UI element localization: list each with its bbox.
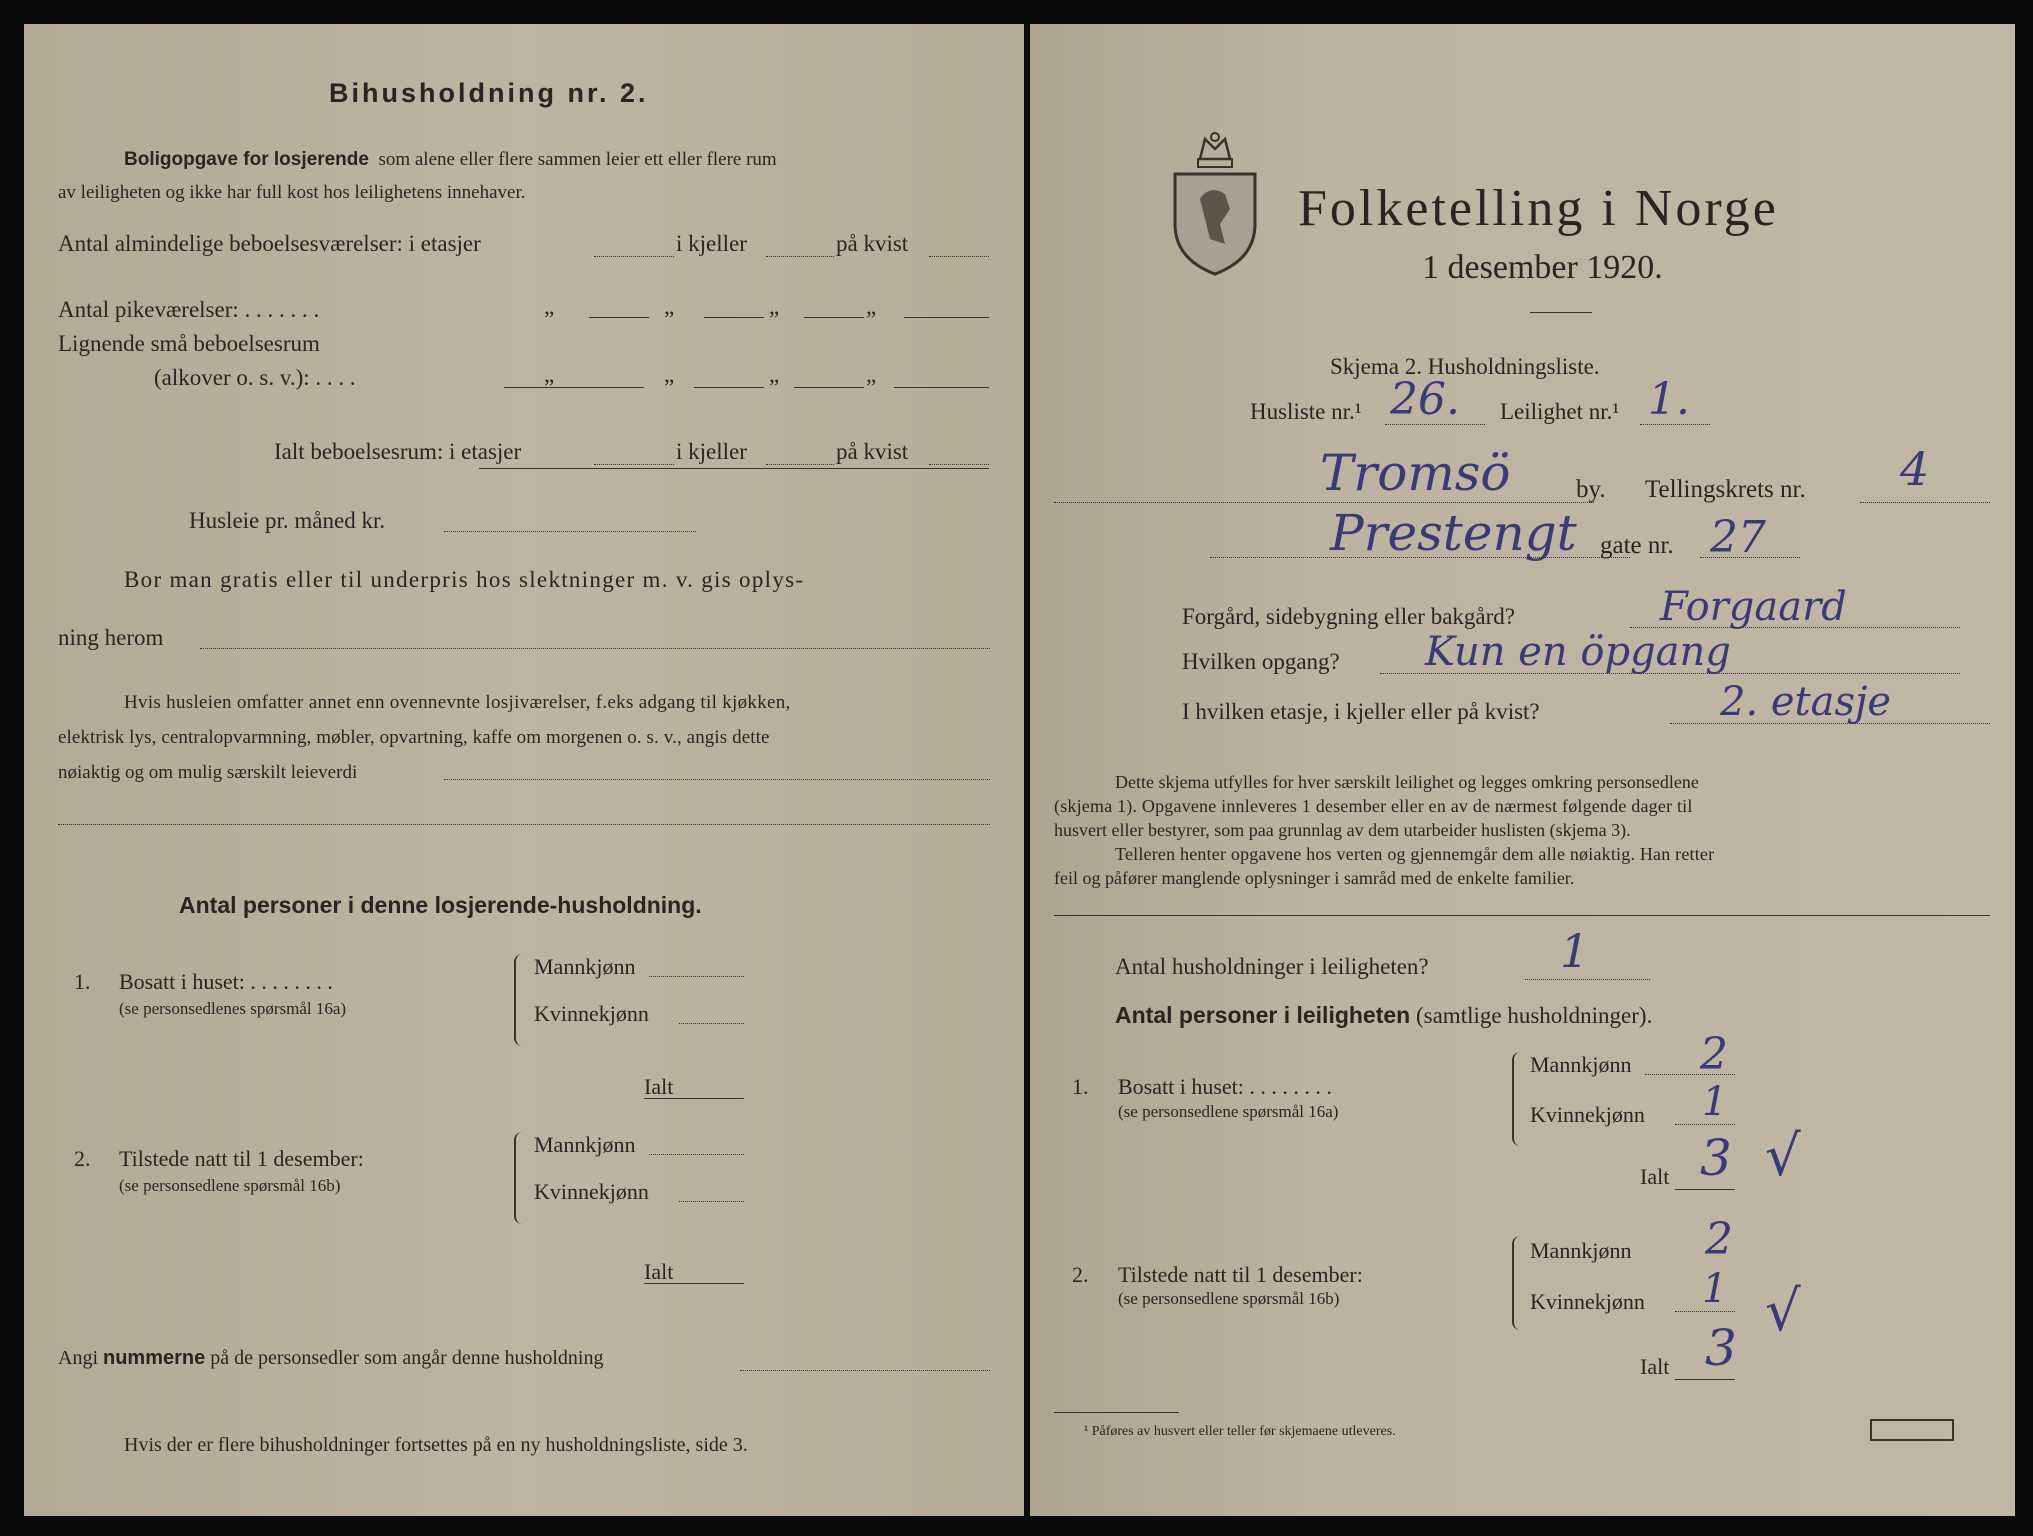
row3-field-1: [504, 387, 644, 388]
left-item1-ialt: Ialt: [644, 1074, 674, 1099]
forgard-field: [1630, 627, 1960, 628]
opgang-field: [1380, 673, 1960, 674]
by-label: by.: [1576, 476, 1606, 503]
norway-coat-of-arms-icon: [1170, 129, 1260, 279]
persons-rest: (samtlige husholdninger).: [1415, 1003, 1653, 1028]
right-item2-num: 2.: [1072, 1262, 1089, 1287]
right-item1-kvinne-field: [1675, 1124, 1735, 1125]
etasje-label: I hvilken etasje, i kjeller eller på kvist?: [1182, 699, 1540, 724]
right-item1-kvinne: Kvinnekjønn: [1530, 1102, 1645, 1127]
husliste-field: [1385, 424, 1485, 425]
antal-husholdninger-label: Antal husholdninger i leiligheten?: [1115, 954, 1429, 979]
left-item2-ialt-field: [644, 1283, 744, 1284]
right-item1-mann-value: 2: [1700, 1029, 1728, 1080]
left-footer: Hvis der er flere bihusholdninger fortsettes på en ny husholdningsliste, side 3.: [124, 1434, 748, 1456]
antal-husholdninger-value: 1: [1560, 924, 1590, 978]
tellingskrets-label: Tellingskrets nr.: [1645, 476, 1806, 503]
instruction-5: feil og påfører manglende oplysninger i samråd med de enkelte familier.: [1054, 868, 1575, 888]
row2-ditto-3: „: [769, 294, 780, 319]
leilighet-label: Leilighet nr.¹: [1500, 399, 1620, 424]
city-field: [1054, 502, 1594, 503]
right-item2-label: Tilstede natt til 1 desember:: [1118, 1262, 1363, 1287]
right-item1-ialt-value: 3: [1700, 1129, 1732, 1187]
right-item1-mann: Mannkjønn: [1530, 1052, 1632, 1077]
left-item1-label: Bosatt i huset: . . . . . . . .: [119, 969, 333, 994]
title-rule: [1530, 312, 1592, 313]
right-item2-ialt: Ialt: [1640, 1354, 1670, 1379]
angi-post: på de personsedler som angår denne husholdning: [210, 1347, 604, 1369]
ialt-beboelsesrum-label: Ialt beboelsesrum: i etasjer: [274, 439, 522, 464]
ialt-etasjer-field: [594, 464, 674, 465]
row2-ditto-2: „: [664, 294, 675, 319]
row3-ditto-2: „: [664, 362, 675, 387]
left-item2-kvinne: Kvinnekjønn: [534, 1179, 649, 1204]
right-item1-mann-field: [1645, 1074, 1735, 1075]
row1-label: Antal almindelige beboelsesværelser: i etasjer: [58, 231, 481, 256]
row2-field-2: [704, 317, 764, 318]
row2-field-3: [804, 317, 864, 318]
left-item1-num: 1.: [74, 969, 91, 994]
tellingskrets-field: [1860, 502, 1990, 503]
row3-label: Lignende små beboelsesrum: [58, 331, 320, 356]
left-item1-mann: Mannkjønn: [534, 954, 636, 979]
left-item2-mann: Mannkjønn: [534, 1132, 636, 1157]
right-item1-check: √: [1765, 1124, 1801, 1189]
ialt-kvist: på kvist: [836, 439, 909, 464]
losjerende-persons-heading: Antal personer i denne losjerende-husholdning.: [179, 892, 702, 918]
gratis-line-2: ning herom: [58, 625, 164, 650]
skjema-label: Skjema 2. Husholdningsliste.: [1330, 354, 1600, 379]
left-item2-brace: [514, 1132, 526, 1224]
leilighet-field: [1640, 424, 1710, 425]
bihusholdning-title: Bihusholdning nr. 2.: [329, 78, 649, 108]
instruction-4: Telleren henter opgavene hos verten og gjennemgår dem alle nøiaktig. Han retter: [1115, 844, 1715, 864]
persons-bold: Antal personer i leiligheten: [1115, 1002, 1411, 1028]
small-para-3: nøiaktig og om mulig særskilt leieverdi: [58, 762, 358, 783]
right-page: [1030, 24, 2015, 1516]
small-para-2: elektrisk lys, centralopvarmning, møbler, opvartning, kaffe om morgenen o. s. v., angis dette: [58, 727, 770, 748]
gate-field: [1700, 557, 1800, 558]
ialt-kvist-field: [929, 464, 989, 465]
opgang-label: Hvilken opgang?: [1182, 649, 1340, 674]
row3-field-4: [894, 387, 989, 388]
left-item2-sub: (se personsedlene spørsmål 16b): [119, 1176, 341, 1195]
forgard-label: Forgård, sidebygning eller bakgård?: [1182, 604, 1515, 629]
row1-kvist: på kvist: [836, 231, 909, 256]
footnote: ¹ Påføres av husvert eller teller før skjemaene utleveres.: [1084, 1424, 1396, 1439]
antal-husholdninger-field: [1525, 979, 1650, 980]
etasje-field: [1670, 723, 1990, 724]
angi-bold: nummerne: [103, 1347, 206, 1369]
instruction-2: (skjema 1). Opgavene innleveres 1 desember eller en av de nærmest følgende dager til: [1054, 796, 1693, 816]
row3-field-3: [794, 387, 864, 388]
ialt-kjeller: i kjeller: [676, 439, 747, 464]
left-item1-sub: (se personsedlenes spørsmål 16a): [119, 999, 347, 1018]
left-item1-kvinne-field: [679, 1023, 744, 1024]
etasje-value: 2. etasje: [1720, 679, 1892, 725]
row1-kvist-field: [929, 256, 989, 257]
left-page: [24, 24, 1024, 1516]
ialt-kjeller-field: [766, 464, 834, 465]
instruction-3: husvert eller bestyrer, som paa grunnlag av dem utarbeider huslisten (skjema 3).: [1054, 820, 1631, 840]
right-item2-sub: (se personsedlene spørsmål 16b): [1118, 1289, 1340, 1308]
right-item2-brace: [1512, 1236, 1524, 1330]
right-item1-ialt-field: [1675, 1189, 1735, 1190]
right-item2-ialt-field: [1675, 1379, 1735, 1380]
left-item1-kvinne: Kvinnekjønn: [534, 1001, 649, 1026]
row1-kjeller-field: [766, 256, 834, 257]
opgang-value: Kun en öpgang: [1425, 629, 1731, 675]
right-item1-num: 1.: [1072, 1074, 1089, 1099]
intro-line-2: av leiligheten og ikke har full kost hos leilighetens innehaver.: [58, 182, 526, 203]
city-value: Tromsö: [1320, 444, 1511, 502]
right-item2-mann-value: 2: [1705, 1214, 1733, 1265]
right-item2-check: √: [1765, 1279, 1801, 1344]
husleie-label: Husleie pr. måned kr.: [189, 508, 386, 533]
right-item2-ialt-value: 3: [1705, 1319, 1737, 1377]
left-item2-label: Tilstede natt til 1 desember:: [119, 1146, 364, 1171]
intro-rest: som alene eller flere sammen leier ett eller flere rum: [378, 149, 777, 170]
right-item2-mann: Mannkjønn: [1530, 1238, 1632, 1263]
angi-field: [740, 1370, 990, 1371]
row3-ditto-1: „: [544, 362, 555, 387]
right-item1-label: Bosatt i huset: . . . . . . . .: [1118, 1074, 1332, 1099]
left-item1-brace: [514, 954, 526, 1046]
gratis-line-1: Bor man gratis eller til underpris hos slektninger m. v. gis oplys-: [124, 567, 805, 592]
right-item2-kvinne: Kvinnekjønn: [1530, 1289, 1645, 1314]
row3-field-2: [694, 387, 764, 388]
tellingskrets-value: 4: [1900, 442, 1930, 496]
husliste-label: Husliste nr.¹: [1250, 399, 1362, 424]
printer-stamp: [1870, 1419, 1954, 1441]
ialt-underline: [479, 468, 989, 469]
small-para-1: Hvis husleien omfatter annet enn ovennevnte losjiværelser, f.eks adgang til kjøkken,: [124, 692, 791, 713]
intro-bold: Boligopgave for losjerende: [124, 149, 369, 170]
angi-line: [58, 1347, 603, 1370]
row2-ditto-4: „: [866, 294, 877, 319]
gratis-field: [200, 648, 990, 649]
instruction-1: Dette skjema utfylles for hver særskilt leilighet og legges omkring personsedlene: [1115, 772, 1699, 792]
right-item1-brace: [1512, 1052, 1524, 1146]
husleie-field: [444, 531, 696, 532]
right-item1-sub: (se personsedlene spørsmål 16a): [1118, 1102, 1339, 1121]
row1-kjeller: i kjeller: [676, 231, 747, 256]
gate-value: 27: [1710, 512, 1766, 563]
intro-line-1: [124, 149, 777, 171]
persons-line: [1115, 1002, 1652, 1029]
husliste-value: 26.: [1390, 374, 1460, 425]
left-item1-mann-field: [649, 976, 744, 977]
row2-field-4: [904, 317, 989, 318]
left-item2-kvinne-field: [679, 1201, 744, 1202]
row3b-label: (alkover o. s. v.): . . . .: [154, 365, 356, 390]
left-item2-mann-field: [649, 1154, 744, 1155]
forgard-value: Forgaard: [1660, 584, 1847, 630]
right-item2-kvinne-field: [1675, 1311, 1735, 1312]
footnote-rule: [1054, 1412, 1179, 1413]
gate-label: gate nr.: [1600, 532, 1674, 559]
angi-pre: Angi: [58, 1347, 98, 1369]
row1-etasjer-field: [594, 256, 674, 257]
row3-ditto-4: „: [866, 362, 877, 387]
left-item2-ialt: Ialt: [644, 1259, 674, 1284]
row3-ditto-3: „: [769, 362, 780, 387]
right-item2-kvinne-value: 1: [1702, 1266, 1728, 1312]
right-item1-ialt: Ialt: [1640, 1164, 1670, 1189]
row2-ditto-1: „: [544, 294, 555, 319]
row2-label: Antal pikeværelser: . . . . . . .: [58, 297, 320, 322]
leieverdi-field-2: [58, 824, 990, 825]
instructions-rule: [1054, 915, 1990, 916]
street-field: [1210, 557, 1630, 558]
right-item1-kvinne-value: 1: [1702, 1079, 1728, 1125]
row2-field-1: [589, 317, 649, 318]
street-value: Prestengt: [1330, 504, 1577, 562]
left-item2-num: 2.: [74, 1146, 91, 1171]
leilighet-value: 1.: [1648, 374, 1690, 425]
leieverdi-field: [444, 779, 990, 780]
census-title: Folketelling i Norge: [1298, 180, 1779, 237]
left-item1-ialt-field: [644, 1098, 744, 1099]
census-date: 1 desember 1920.: [1422, 249, 1663, 286]
